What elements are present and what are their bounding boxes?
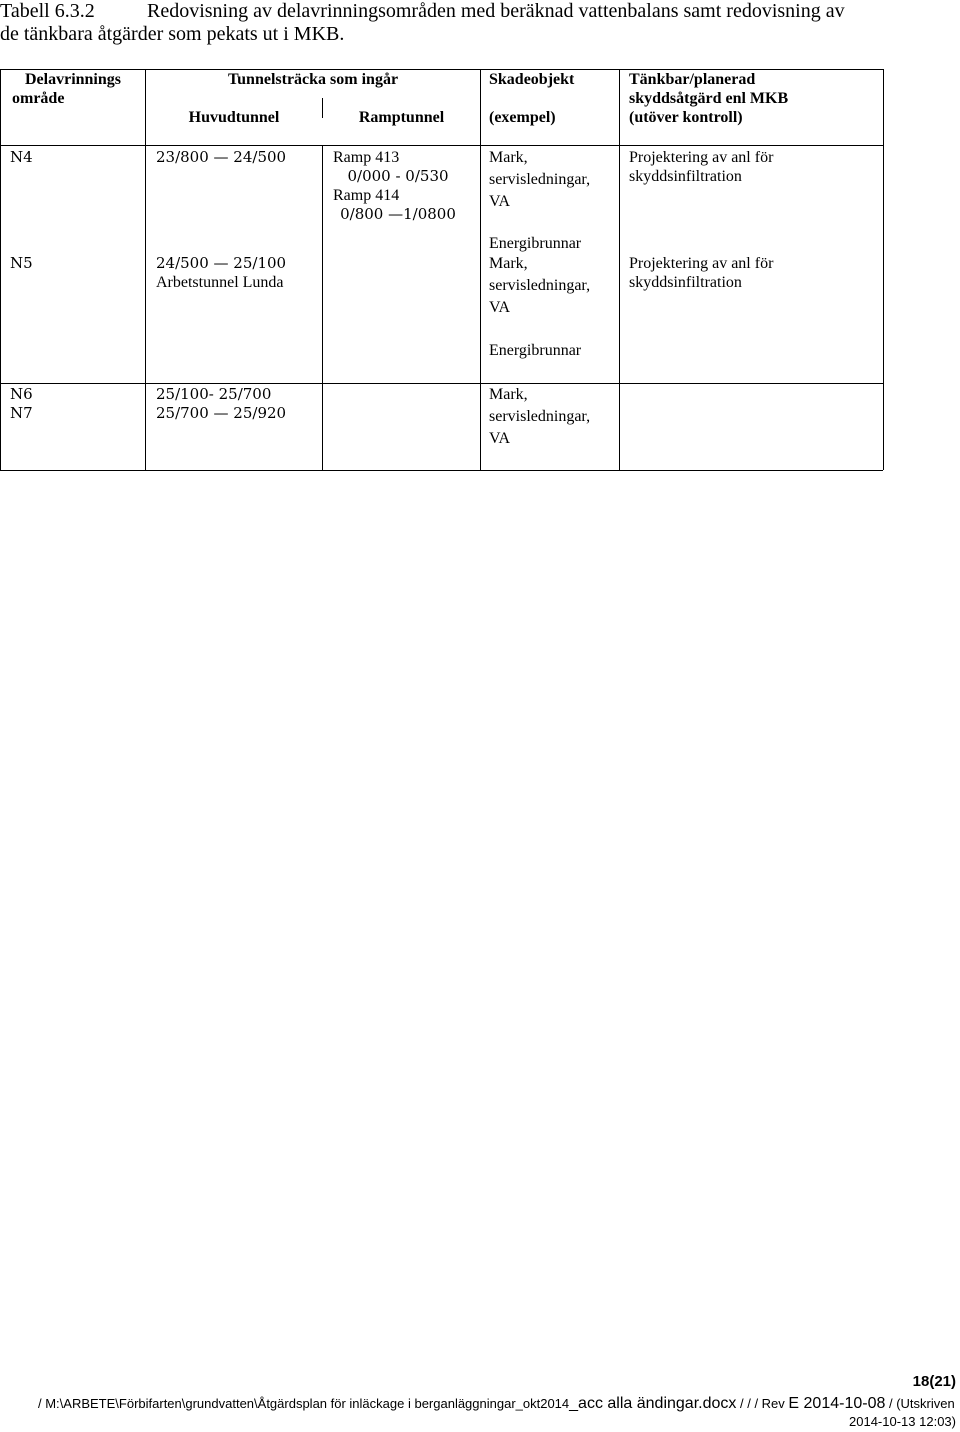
area-line: N6 (10, 385, 33, 403)
column-divider (480, 69, 481, 470)
table-bottom-border (0, 470, 883, 471)
header-main-tunnel: Huvudtunnel (188, 109, 280, 126)
ramp-line: 0/000 - 0/530 (347, 167, 449, 185)
object-line: VA (489, 430, 511, 447)
row-damage-extra: Energibrunnar (489, 235, 582, 252)
area-line: N7 (10, 404, 33, 422)
row-damage-object (489, 385, 590, 451)
header-tunnel-group: Tunnelsträcka som ingår (227, 71, 399, 88)
row-measure (629, 254, 773, 292)
object-line: VA (489, 193, 511, 210)
measure-line: skyddsinfiltration (629, 274, 742, 291)
object-line: servisledningar, (489, 277, 591, 294)
caption-text-2: de tänkbara åtgärder som pekats ut i MKB. (0, 23, 345, 45)
main-line: 24/500 — 25/100 (156, 254, 287, 272)
page-number: 18(21) (912, 1373, 956, 1390)
measure-line: Projektering av anl för (629, 149, 774, 166)
header-bottom-border (0, 145, 883, 146)
row-area (10, 385, 33, 423)
column-divider (145, 69, 146, 470)
ramp-line: Ramp 414 (333, 187, 400, 204)
measure-line: Projektering av anl för (629, 255, 774, 272)
row-damage-object (489, 148, 590, 214)
row-divider (0, 383, 883, 384)
row-ramp-tunnel (323, 148, 473, 224)
row-main-tunnel: 23/800 — 24/500 (156, 148, 287, 166)
caption-number: Tabell 6.3.2 (0, 0, 95, 22)
row-damage-extra: Energibrunnar (489, 342, 582, 359)
footer-printed-date: 2014-10-13 12:03) (849, 1414, 956, 1429)
object-line: Mark, (489, 149, 528, 166)
footer-printed-prefix: / (Utskriven (885, 1396, 955, 1411)
column-divider (619, 69, 620, 470)
main-line: 25/700 — 25/920 (156, 404, 287, 422)
object-line: Mark, (489, 255, 528, 272)
row-damage-object (489, 254, 590, 320)
header-measure (620, 70, 883, 127)
table-right-border (883, 69, 884, 470)
row-main-tunnel (156, 254, 286, 292)
footer-separator: / / / Rev (736, 1396, 789, 1411)
ramp-line: Ramp 413 (333, 149, 400, 166)
row-measure (629, 148, 773, 186)
caption-text-1: Redovisning av delavrinningsområden med beräknad vattenbalans samt redovisning av (147, 0, 845, 22)
measure-line: skyddsinfiltration (629, 168, 742, 185)
object-line: servisledningar, (489, 408, 591, 425)
row-area: N5 (10, 254, 33, 272)
footer-file-name: _acc alla ändingar.docx (569, 1395, 737, 1412)
row-area: N4 (10, 148, 33, 166)
header-measure-line-2: skyddsåtgärd enl MKB (629, 90, 789, 107)
header-area (2, 70, 144, 108)
footer-revision: E 2014-10-08 (788, 1395, 886, 1412)
object-line: Mark, (489, 386, 528, 403)
table-left-border (0, 69, 1, 470)
header-measure-line-3: (utöver kontroll) (629, 109, 743, 126)
header-damage-object: Skadeobjekt (489, 71, 575, 88)
header-area-line-1: Delavrinnings (24, 71, 121, 88)
header-ramp-tunnel: Ramptunnel (358, 109, 445, 126)
caption-line-1 (0, 0, 845, 23)
header-damage-example: (exempel) (489, 109, 556, 126)
row-main-tunnel (156, 385, 286, 423)
footer-path-prefix: / M:\ARBETE\Förbifarten\grundvatten\Åtgärdsplan för inläckage i berganläggningar_okt2014 (38, 1396, 570, 1411)
object-line: servisledningar, (489, 171, 591, 188)
object-line: VA (489, 299, 511, 316)
main-line: Arbetstunnel Lunda (156, 274, 284, 291)
main-line: 25/100- 25/700 (156, 385, 272, 403)
header-area-line-2: område (12, 90, 65, 107)
header-measure-line-1: Tänkbar/planerad (629, 71, 756, 88)
footer-file-path (38, 1395, 955, 1413)
ramp-line: 0/800 —1/0800 (340, 205, 456, 223)
